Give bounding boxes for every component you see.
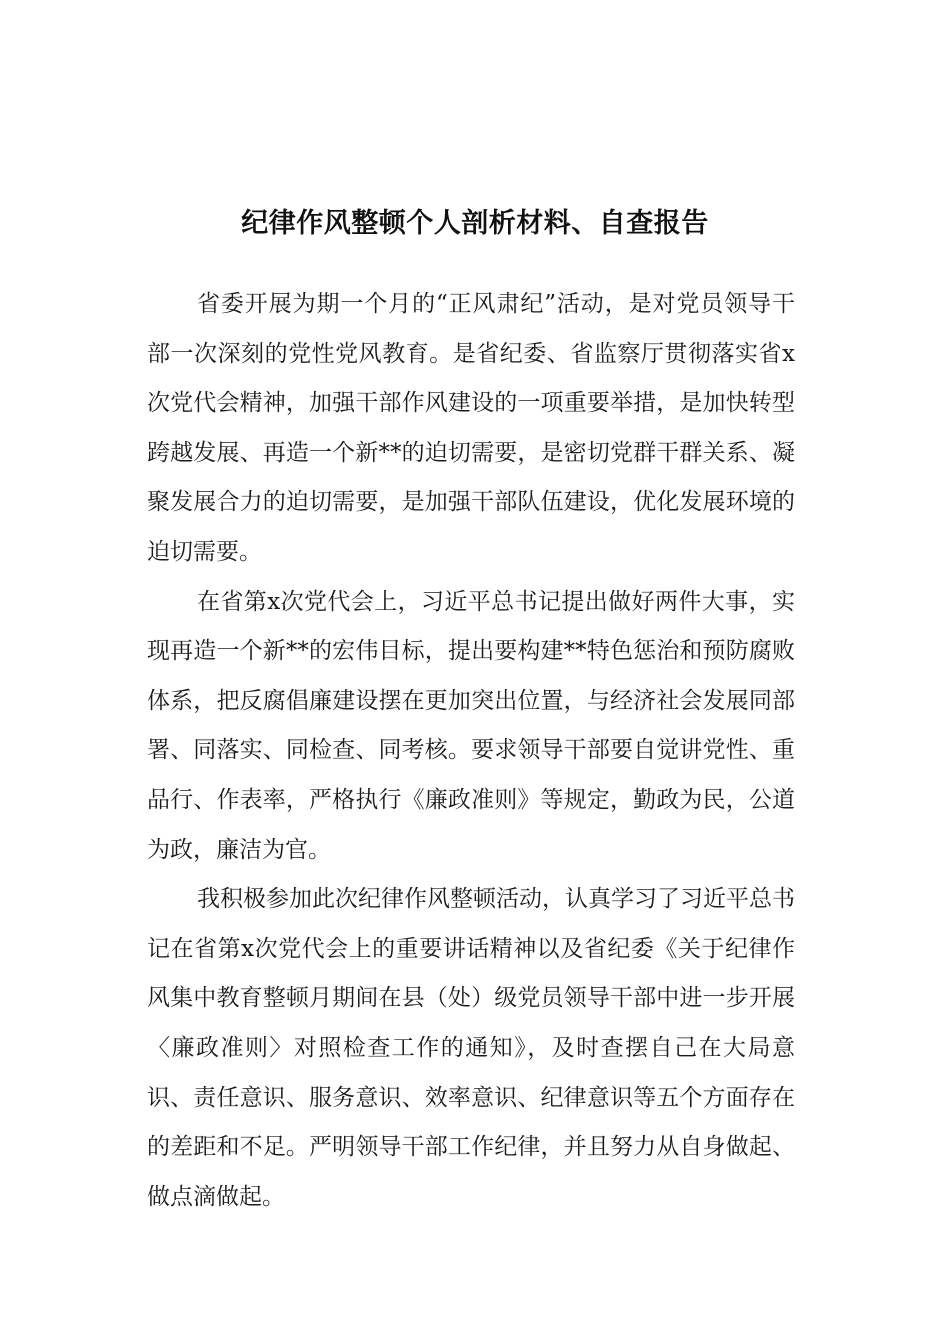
document-body bbox=[147, 280, 795, 1222]
paragraph-3: 我积极参加此次纪律作风整顿活动，认真学习了习近平总书记在省第x次党代会上的重要讲话精神以及省纪委《关于纪律作风集中教育整顿月期间在县（处）级党员领导干部中进一步开展〈廉政准则〉对照检查工作的通知》，及时查摆自己在大局意识、责任意识、服务意识、效率意识、纪律意识等五个方面存在的差距和不足。严明领导干部工作纪律，并且努力从自身做起、做点滴做起。 bbox=[147, 886, 795, 1210]
paragraph-1: 省委开展为期一个月的“正风肃纪”活动，是对党员领导干部一次深刻的党性党风教育。是省纪委、省监察厅贯彻落实省x次党代会精神，加强干部作风建设的一项重要举措，是加快转型跨越发展、再造一个新**的迫切需要，是密切党群干群关系、凝聚发展合力的迫切需要，是加强干部队伍建设，优化发展环境的迫切需要。 bbox=[147, 291, 795, 565]
paragraph-2: 在省第x次党代会上，习近平总书记提出做好两件大事，实现再造一个新**的宏伟目标，提出要构建**特色惩治和预防腐败体系，把反腐倡廉建设摆在更加突出位置，与经济社会发展同部署、同落实、同检查、同考核。要求领导干部要自觉讲党性、重品行、作表率，严格执行《廉政准则》等规定，勤政为民，公道为政，廉洁为官。 bbox=[147, 588, 795, 863]
document-title: 纪律作风整顿个人剖析材料、自查报告 bbox=[241, 208, 709, 239]
